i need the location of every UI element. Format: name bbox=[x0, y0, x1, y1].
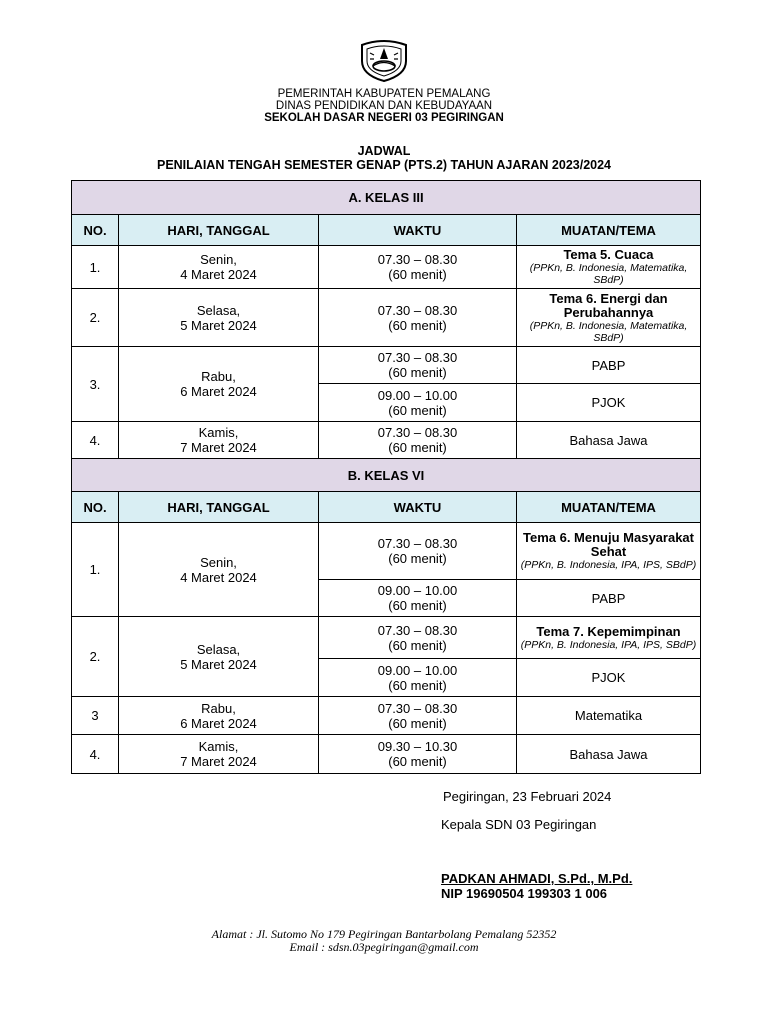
row-no: 2. bbox=[72, 289, 119, 347]
row-subject: Tema 6. Menuju Masyarakat Sehat (PPKn, B. Indonesia, IPA, IPS, SBdP) bbox=[517, 523, 701, 580]
row-subject: PABP bbox=[517, 580, 701, 617]
row-no: 4. bbox=[72, 422, 119, 459]
row-time: 09.00 – 10.00 (60 menit) bbox=[319, 580, 517, 617]
row-time: 09.30 – 10.30 (60 menit) bbox=[319, 735, 517, 774]
row-time: 09.00 – 10.00 (60 menit) bbox=[319, 659, 517, 697]
col-day-date: HARI, TANGGAL bbox=[119, 492, 319, 523]
schedule-table bbox=[71, 180, 701, 774]
place-date: Pegiringan, 23 Februari 2024 bbox=[443, 789, 612, 804]
row-no: 3 bbox=[72, 697, 119, 735]
row-time: 07.30 – 08.30 (60 menit) bbox=[319, 246, 517, 289]
table-row bbox=[72, 735, 701, 774]
row-time: 07.30 – 08.30 (60 menit) bbox=[319, 523, 517, 580]
section-kelas-3: A. KELAS III bbox=[72, 181, 701, 215]
row-date: Rabu, 6 Maret 2024 bbox=[119, 697, 319, 735]
district-emblem-logo bbox=[358, 39, 410, 82]
row-no: 1. bbox=[72, 523, 119, 617]
row-time: 07.30 – 08.30 (60 menit) bbox=[319, 289, 517, 347]
table-row bbox=[72, 422, 701, 459]
col-no: NO. bbox=[72, 215, 119, 246]
table-row bbox=[72, 523, 701, 580]
col-no: NO. bbox=[72, 492, 119, 523]
row-subject: PJOK bbox=[517, 659, 701, 697]
table-row bbox=[72, 289, 701, 347]
row-date: Kamis, 7 Maret 2024 bbox=[119, 735, 319, 774]
header-department: DINAS PENDIDIKAN DAN KEBUDAYAAN bbox=[275, 100, 493, 112]
row-subject: Bahasa Jawa bbox=[517, 422, 701, 459]
footer-address: Alamat : Jl. Sutomo No 179 Pegiringan Bantarbolang Pemalang 52352 bbox=[211, 927, 557, 941]
row-no: 1. bbox=[72, 246, 119, 289]
table-row bbox=[72, 246, 701, 289]
row-no: 2. bbox=[72, 617, 119, 697]
header-government: PEMERINTAH KABUPATEN PEMALANG bbox=[277, 88, 491, 100]
signer-name: PADKAN AHMADI, S.Pd., M.Pd. bbox=[441, 871, 633, 886]
header-school: SEKOLAH DASAR NEGERI 03 PEGIRINGAN bbox=[264, 112, 504, 124]
signer-position: Kepala SDN 03 Pegiringan bbox=[441, 817, 597, 832]
row-no: 3. bbox=[72, 347, 119, 422]
row-subject: PJOK bbox=[517, 384, 701, 422]
table-row bbox=[72, 697, 701, 735]
row-time: 07.30 – 08.30 (60 menit) bbox=[319, 347, 517, 384]
table-row bbox=[72, 347, 701, 384]
row-subject: Tema 7. Kepemimpinan (PPKn, B. Indonesia, IPA, IPS, SBdP) bbox=[517, 617, 701, 659]
row-subject: Matematika bbox=[517, 697, 701, 735]
row-no: 4. bbox=[72, 735, 119, 774]
row-time: 07.30 – 08.30 (60 menit) bbox=[319, 697, 517, 735]
row-time: 09.00 – 10.00 (60 menit) bbox=[319, 384, 517, 422]
doc-title: JADWAL bbox=[357, 144, 411, 158]
table-row bbox=[72, 617, 701, 659]
row-subject: PABP bbox=[517, 347, 701, 384]
col-day-date: HARI, TANGGAL bbox=[119, 215, 319, 246]
row-date: Senin, 4 Maret 2024 bbox=[119, 246, 319, 289]
row-subject: Tema 6. Energi dan Perubahannya (PPKn, B. Indonesia, Matematika, SBdP) bbox=[517, 289, 701, 347]
row-date: Rabu, 6 Maret 2024 bbox=[119, 347, 319, 422]
col-subject: MUATAN/TEMA bbox=[517, 492, 701, 523]
section-kelas-6: B. KELAS VI bbox=[72, 459, 701, 492]
row-time: 07.30 – 08.30 (60 menit) bbox=[319, 422, 517, 459]
signer-nip: NIP 19690504 199303 1 006 bbox=[441, 886, 608, 901]
row-date: Kamis, 7 Maret 2024 bbox=[119, 422, 319, 459]
row-subject: Bahasa Jawa bbox=[517, 735, 701, 774]
doc-subtitle: PENILAIAN TENGAH SEMESTER GENAP (PTS.2) TAHUN AJARAN 2023/2024 bbox=[156, 158, 612, 172]
row-date: Senin, 4 Maret 2024 bbox=[119, 523, 319, 617]
footer-email: Email : sdsn.03pegiringan@gmail.com bbox=[289, 940, 479, 954]
row-subject: Tema 5. Cuaca (PPKn, B. Indonesia, Matematika, SBdP) bbox=[517, 246, 701, 289]
col-time: WAKTU bbox=[319, 492, 517, 523]
row-date: Selasa, 5 Maret 2024 bbox=[119, 617, 319, 697]
col-subject: MUATAN/TEMA bbox=[517, 215, 701, 246]
row-time: 07.30 – 08.30 (60 menit) bbox=[319, 617, 517, 659]
row-date: Selasa, 5 Maret 2024 bbox=[119, 289, 319, 347]
col-time: WAKTU bbox=[319, 215, 517, 246]
